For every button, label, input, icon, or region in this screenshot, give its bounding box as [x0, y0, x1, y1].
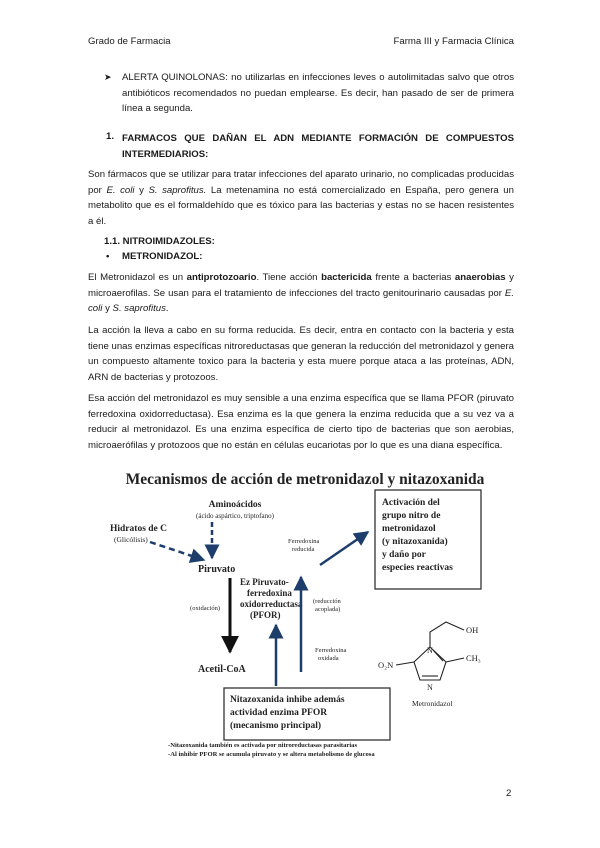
activation-line-1: Activación del [382, 498, 440, 508]
nitazoxanida-line-2: actividad enzima PFOR [230, 708, 328, 718]
alert-paragraph: ALERTA QUINOLONAS: no utilizarlas en infecciones leves o autolimitadas salvo que otros antibióticos recomendados no puedan emplearse. Es decir, han pasado de ser de primera línea a segunda. [122, 72, 514, 115]
enzyme-label-1: Ez Piruvato- [240, 577, 289, 587]
mechanism-paragraph: La acción la lleva a cabo en su forma reducida. Es decir, entra en contacto con la bacteria y esta tiene unas enzimas específicas nitroreductasas que generan la reducción del metronidazol y genera un compuesto altamente toxico para la bacteria y esta muere porque ataca a las proteínas, ADN, ARN de bacterias y protozoos. [88, 325, 514, 383]
pfor-paragraph: Esa acción del metronidazol es muy sensible a una enzima específica que se llama PFOR (piruvato ferredoxina oxidorreductasa). Esa enzima es la que genera la enzima reducida que a su vez va a reducir al metronidazol. Es una enzima específica de cierto tipo de bacterias que son aerobias, microaeróﬁlas y protozoos que no están en células eucariotas por lo que es una diana específica. [88, 393, 514, 451]
activation-line-6: especies reactivas [382, 563, 453, 573]
n1-label: N [427, 646, 433, 655]
page-number: 2 [506, 788, 512, 799]
oh-label: OH [466, 625, 479, 635]
ch3-label: CH₃ [466, 653, 481, 663]
glycolysis-arrow [150, 542, 204, 560]
n2-label: N [427, 683, 433, 692]
enzyme-label-2: ferredoxina [247, 588, 292, 598]
no2-label: O₂N [378, 660, 394, 670]
mechanism-figure [100, 462, 510, 762]
activation-arrow [320, 532, 368, 565]
nitazoxanida-line-1: Nitazoxanida inhibe además [230, 695, 345, 705]
acetil-coa-label: Acetil-CoA [198, 664, 246, 675]
nitazoxanida-line-3: (mecanismo principal) [230, 721, 322, 731]
bullet-icon: • [106, 251, 110, 262]
enzyme-label-4: (PFOR) [250, 610, 281, 620]
activation-line-3: metronidazol [382, 524, 436, 534]
enzyme-label-3: oxidorreductasa [240, 599, 303, 609]
header-right: Farma III y Farmacia Clínica [393, 36, 514, 47]
hidratos-label: Hidratos de C [110, 524, 167, 534]
figure-note-2: -Al inhibir PFOR se acumula piruvato y se altera metabolismo de glucosa [168, 751, 375, 758]
oxidacion-label: (oxidación) [190, 605, 220, 612]
aminoacidos-label: Aminoácidos [208, 500, 262, 510]
bullet-label: METRONIDAZOL: [122, 251, 203, 262]
aminoacidos-sub-label: (ácido aspártico, triptofano) [196, 512, 274, 520]
ferredoxina-oxidada-label-2: oxidada [318, 655, 339, 662]
ferredoxina-reducida-label-2: reducida [292, 546, 315, 553]
section-heading: FARMACOS QUE DAÑAN EL ADN MEDIANTE FORMACIÓN DE COMPUESTOS INTERMEDIARIOS: [122, 133, 514, 160]
activation-line-4: (y nitazoxanida) [382, 537, 448, 547]
section-number: 1. [106, 131, 115, 142]
reduccion-label-1: (reducción [313, 598, 341, 605]
activation-line-2: grupo nitro de [382, 511, 441, 521]
intro-paragraph: Son fármacos que se utilizar para tratar infecciones del aparato urinario, no complicadas producidas por E. coli y S. saprofitus. La metenamina no está comercializado en España, pero genera un metabolito que es el formaldehído que es tóxico para las bacterias y estas no se hacen resistentes a él. [88, 169, 514, 227]
figure-title: Mecanismos de acción de metronidazol y nitazoxanida [125, 471, 485, 488]
activation-line-5: y daño por [382, 550, 426, 560]
subsection-heading: 1.1. NITROIMIDAZOLES: [104, 236, 215, 247]
header-left: Grado de Farmacia [88, 36, 171, 47]
ferredoxina-reducida-label-1: Ferredoxina [288, 538, 320, 545]
piruvato-label: Piruvato [198, 564, 236, 575]
metronidazol-paragraph: El Metronidazol es un antiprotozoario. Tiene acción bactericida frente a bacterias anaerobias y microaerofilas. Se usan para el tratamiento de infecciones del tracto genitourinario causadas por E. coli y S. saprofitus. [88, 272, 514, 315]
metronidazol-structure-label: Metronidazol [412, 699, 453, 708]
arrow-bullet-icon: ➤ [104, 72, 112, 82]
reduccion-label-2: acoplada) [315, 606, 341, 613]
glicolisis-label: (Glicólisis) [114, 535, 148, 544]
ferredoxina-oxidada-label-1: Ferredoxina [315, 647, 347, 654]
figure-note-1: -Nitazoxanida también es activada por nitroreductasas parasitarias [168, 742, 358, 749]
